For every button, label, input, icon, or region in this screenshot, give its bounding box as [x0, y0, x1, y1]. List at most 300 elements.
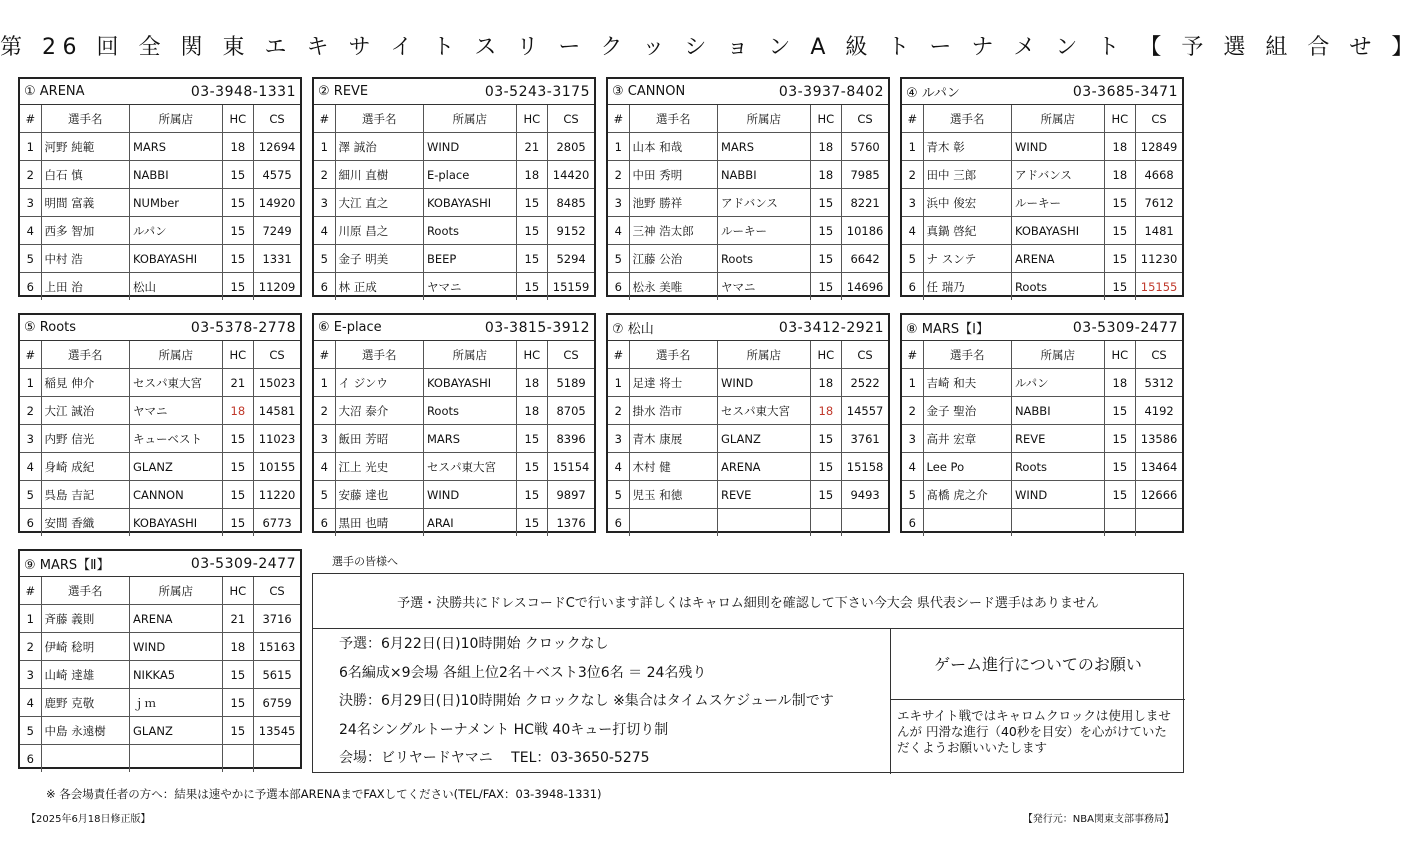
table-header-row — [314, 105, 594, 133]
player-name: 中田 秀明 — [629, 161, 717, 189]
player-number: 6 — [902, 273, 923, 301]
player-hc: 18 — [810, 161, 842, 189]
player-hc: 15 — [810, 425, 842, 453]
table-row — [20, 633, 300, 661]
venue-table — [312, 313, 596, 533]
player-shop: Roots — [1011, 453, 1104, 481]
player-name: 足達 将士 — [629, 369, 717, 397]
table-row — [20, 425, 300, 453]
table-row — [314, 369, 594, 397]
player-name: 細川 直樹 — [335, 161, 423, 189]
table-row — [20, 245, 300, 273]
player-cs: 8396 — [548, 425, 594, 453]
player-hc: 21 — [222, 605, 254, 633]
player-name: イ ジンウ — [335, 369, 423, 397]
player-hc: 15 — [1104, 189, 1136, 217]
player-cs: 3761 — [842, 425, 888, 453]
table-row — [20, 133, 300, 161]
column-header: CS — [254, 105, 300, 133]
player-number: 3 — [314, 425, 335, 453]
player-table — [608, 105, 888, 300]
player-cs: 10155 — [254, 453, 300, 481]
request-body: エキサイト戦ではキャロムクロックは使用しませんが 円滑な進行（40秒を目安）を心がけていただくようお願いいたします — [897, 708, 1171, 755]
player-name: 金子 明美 — [335, 245, 423, 273]
table-row — [608, 369, 888, 397]
player-shop: Roots — [1011, 273, 1104, 301]
notes-box — [312, 573, 1184, 773]
player-number: 1 — [608, 369, 629, 397]
player-hc: 15 — [222, 661, 254, 689]
player-hc: 15 — [222, 509, 254, 537]
player-name: 斉藤 義則 — [41, 605, 129, 633]
player-table — [902, 105, 1182, 300]
player-hc: 15 — [516, 425, 548, 453]
player-cs — [842, 509, 888, 537]
venue-table — [606, 77, 890, 297]
table-row — [314, 425, 594, 453]
column-header: 所属店 — [1011, 105, 1104, 133]
column-header: HC — [222, 105, 254, 133]
table-row — [314, 397, 594, 425]
table-row — [314, 509, 594, 537]
player-cs: 5294 — [548, 245, 594, 273]
player-hc: 18 — [1104, 133, 1136, 161]
player-shop: GLANZ — [717, 425, 810, 453]
table-row — [20, 717, 300, 745]
player-cs: 10186 — [842, 217, 888, 245]
player-shop: KOBAYASHI — [129, 509, 222, 537]
player-table — [608, 341, 888, 536]
player-hc: 15 — [516, 481, 548, 509]
column-header: HC — [1104, 341, 1136, 369]
column-header: 選手名 — [41, 341, 129, 369]
player-shop: KOBAYASHI — [423, 189, 516, 217]
player-name: 青木 彰 — [923, 133, 1011, 161]
schedule-line: 6名編成×9会場 各組上位2名＋ベスト3位6名 ＝ 24名残り — [339, 664, 707, 681]
table-row — [902, 425, 1182, 453]
player-name: 安間 香織 — [41, 509, 129, 537]
player-number: 6 — [902, 509, 923, 537]
player-name: 山崎 達雄 — [41, 661, 129, 689]
table-row — [314, 133, 594, 161]
player-hc — [810, 509, 842, 537]
player-hc: 15 — [222, 161, 254, 189]
venue-table — [606, 313, 890, 533]
player-shop: E-place — [423, 161, 516, 189]
table-header-row — [608, 341, 888, 369]
player-hc: 18 — [222, 133, 254, 161]
table-row — [902, 509, 1182, 537]
player-name: 大沼 泰介 — [335, 397, 423, 425]
revision-date: 【2025年6月18日修正版】 — [26, 814, 151, 825]
player-hc: 15 — [810, 217, 842, 245]
column-header: CS — [1136, 105, 1182, 133]
venue-table — [18, 549, 302, 769]
player-number: 1 — [20, 369, 41, 397]
player-cs: 14696 — [842, 273, 888, 301]
table-row — [902, 133, 1182, 161]
player-name: 真鍋 啓紀 — [923, 217, 1011, 245]
venue-header — [314, 315, 594, 341]
player-shop: ルーキー — [717, 217, 810, 245]
column-header: HC — [516, 105, 548, 133]
player-number: 6 — [20, 745, 41, 773]
player-cs: 6759 — [254, 689, 300, 717]
player-cs: 2805 — [548, 133, 594, 161]
table-row — [608, 133, 888, 161]
column-header: # — [902, 341, 923, 369]
player-hc: 15 — [222, 453, 254, 481]
player-number: 6 — [20, 509, 41, 537]
venue-name: ⑧ MARS【Ⅰ】 — [906, 322, 990, 337]
player-name: 江上 光史 — [335, 453, 423, 481]
player-number: 5 — [20, 245, 41, 273]
player-cs: 8705 — [548, 397, 594, 425]
player-number: 2 — [314, 161, 335, 189]
player-hc: 15 — [1104, 217, 1136, 245]
player-shop: キューベスト — [129, 425, 222, 453]
player-cs: 7249 — [254, 217, 300, 245]
column-header: CS — [254, 341, 300, 369]
dress-code-notice: 予選・決勝共にドレスコードCで行います詳しくはキャロム細則を確認して下さい今大会 県代表シード選手はありません — [313, 574, 1183, 629]
player-shop: Roots — [423, 217, 516, 245]
table-row — [608, 217, 888, 245]
venue-name: ⑨ MARS【Ⅱ】 — [24, 558, 110, 573]
player-shop: ヤマニ — [129, 397, 222, 425]
player-table — [314, 341, 594, 536]
player-hc: 18 — [810, 369, 842, 397]
venue-name: ④ ルパン — [906, 86, 960, 101]
player-cs: 7985 — [842, 161, 888, 189]
table-row — [314, 245, 594, 273]
player-cs: 9897 — [548, 481, 594, 509]
schedule-line: 決勝：6月29日(日)10時開始 クロックなし ※集合はタイムスケジュール制です — [339, 693, 834, 709]
player-name: Lee Po — [923, 453, 1011, 481]
player-hc: 15 — [810, 453, 842, 481]
column-header: HC — [810, 105, 842, 133]
player-name: 鹿野 克敬 — [41, 689, 129, 717]
player-number: 1 — [20, 605, 41, 633]
player-shop: ヤマニ — [423, 273, 516, 301]
table-row — [608, 245, 888, 273]
column-header: CS — [548, 105, 594, 133]
player-cs: 5189 — [548, 369, 594, 397]
player-name: 掛水 浩市 — [629, 397, 717, 425]
player-name: 大江 直之 — [335, 189, 423, 217]
player-cs: 15163 — [254, 633, 300, 661]
table-header-row — [20, 341, 300, 369]
player-cs: 13464 — [1136, 453, 1182, 481]
player-number: 6 — [608, 509, 629, 537]
player-cs: 13545 — [254, 717, 300, 745]
column-header: # — [314, 341, 335, 369]
player-hc: 15 — [222, 481, 254, 509]
player-hc: 18 — [516, 161, 548, 189]
table-row — [20, 745, 300, 773]
column-header: HC — [810, 341, 842, 369]
player-name: 上田 治 — [41, 273, 129, 301]
player-hc: 15 — [516, 245, 548, 273]
table-row — [902, 453, 1182, 481]
schedule-line: 予選：6月22日(日)10時開始 クロックなし — [339, 636, 609, 652]
column-header: 所属店 — [423, 341, 516, 369]
venue-header — [20, 79, 300, 105]
column-header: CS — [254, 577, 300, 605]
player-number: 4 — [608, 453, 629, 481]
player-shop: KOBAYASHI — [129, 245, 222, 273]
player-shop: MARS — [717, 133, 810, 161]
player-hc: 15 — [1104, 397, 1136, 425]
player-shop: ルーキー — [1011, 189, 1104, 217]
player-shop — [1011, 509, 1104, 537]
table-header-row — [20, 577, 300, 605]
player-shop: ARENA — [129, 605, 222, 633]
player-table — [902, 341, 1182, 536]
venue-phone: 03-3948-1331 — [190, 83, 296, 100]
player-number: 3 — [608, 189, 629, 217]
player-hc: 18 — [810, 133, 842, 161]
venue-phone: 03-5243-3175 — [484, 83, 590, 100]
player-number: 4 — [314, 217, 335, 245]
player-cs: 12849 — [1136, 133, 1182, 161]
page-title: 第 26 回 全 関 東 エ キ サ イ ト ス リ ー ク ッ シ ョ ン A 級 ト ー ナ メ ン ト 【 予 選 組 合 せ 】 — [0, 35, 1420, 60]
table-row — [314, 453, 594, 481]
player-number: 1 — [20, 133, 41, 161]
player-shop: セスパ東大宮 — [423, 453, 516, 481]
table-row — [902, 481, 1182, 509]
player-name — [923, 509, 1011, 537]
venue-phone: 03-3685-3471 — [1072, 83, 1178, 100]
player-cs: 4192 — [1136, 397, 1182, 425]
venue-header — [20, 551, 300, 577]
player-name: 吉崎 和夫 — [923, 369, 1011, 397]
notes-label: 選手の皆様へ — [332, 555, 398, 568]
player-shop: CANNON — [129, 481, 222, 509]
player-name: 伊崎 稔明 — [41, 633, 129, 661]
player-number: 3 — [20, 661, 41, 689]
player-name: ナ スンテ — [923, 245, 1011, 273]
player-shop: Roots — [717, 245, 810, 273]
player-cs: 13586 — [1136, 425, 1182, 453]
player-shop: ARENA — [717, 453, 810, 481]
table-row — [608, 397, 888, 425]
table-row — [20, 509, 300, 537]
player-cs: 6773 — [254, 509, 300, 537]
player-number: 2 — [314, 397, 335, 425]
player-number: 4 — [314, 453, 335, 481]
player-number: 5 — [20, 717, 41, 745]
player-name: 江藤 公治 — [629, 245, 717, 273]
table-header-row — [902, 341, 1182, 369]
player-number: 3 — [314, 189, 335, 217]
player-cs: 15159 — [548, 273, 594, 301]
player-shop: WIND — [1011, 133, 1104, 161]
player-shop: REVE — [1011, 425, 1104, 453]
column-header: 選手名 — [923, 105, 1011, 133]
player-number: 1 — [314, 133, 335, 161]
player-shop: アドバンス — [717, 189, 810, 217]
player-hc: 18 — [1104, 369, 1136, 397]
table-row — [20, 217, 300, 245]
player-shop: WIND — [423, 481, 516, 509]
column-header: 所属店 — [717, 105, 810, 133]
player-cs: 2522 — [842, 369, 888, 397]
player-shop: NIKKA5 — [129, 661, 222, 689]
player-hc — [1104, 509, 1136, 537]
table-row — [608, 273, 888, 301]
player-number: 1 — [902, 369, 923, 397]
player-number: 5 — [314, 245, 335, 273]
venue-name: ① ARENA — [24, 84, 85, 99]
player-number: 4 — [902, 453, 923, 481]
table-row — [902, 273, 1182, 301]
table-row — [608, 453, 888, 481]
player-shop: ｊｍ — [129, 689, 222, 717]
venue-phone: 03-5309-2477 — [190, 555, 296, 572]
column-header: # — [20, 105, 41, 133]
player-name: 池野 勝祥 — [629, 189, 717, 217]
schedule-list — [313, 628, 891, 774]
table-row — [20, 189, 300, 217]
table-row — [902, 161, 1182, 189]
column-header: 選手名 — [923, 341, 1011, 369]
player-cs: 5760 — [842, 133, 888, 161]
player-hc: 15 — [222, 245, 254, 273]
player-name: 山本 和哉 — [629, 133, 717, 161]
venue-phone: 03-3815-3912 — [484, 319, 590, 336]
player-number: 3 — [902, 425, 923, 453]
column-header: CS — [548, 341, 594, 369]
player-hc: 15 — [1104, 245, 1136, 273]
venue-table — [900, 77, 1184, 297]
player-name: 黒田 也晴 — [335, 509, 423, 537]
player-name: 金子 聖治 — [923, 397, 1011, 425]
schedule-line: 会場：ビリヤードヤマニ TEL：03-3650-5275 — [339, 750, 650, 766]
player-cs: 6642 — [842, 245, 888, 273]
player-shop: ルパン — [129, 217, 222, 245]
column-header: 選手名 — [629, 341, 717, 369]
table-row — [314, 481, 594, 509]
player-table — [20, 341, 300, 536]
venue-name: ⑦ 松山 — [612, 322, 654, 337]
player-shop: ARENA — [1011, 245, 1104, 273]
player-name: 三神 浩太郎 — [629, 217, 717, 245]
player-shop: ARAI — [423, 509, 516, 537]
player-hc: 15 — [810, 189, 842, 217]
venue-table — [900, 313, 1184, 533]
player-hc: 15 — [1104, 481, 1136, 509]
venue-phone: 03-3937-8402 — [778, 83, 884, 100]
player-cs: 12694 — [254, 133, 300, 161]
venue-header — [902, 79, 1182, 105]
publisher: 【発行元：NBA関東支部事務局】 — [1022, 814, 1174, 825]
player-number: 1 — [608, 133, 629, 161]
column-header: HC — [222, 341, 254, 369]
player-shop: ヤマニ — [717, 273, 810, 301]
player-hc: 15 — [1104, 453, 1136, 481]
player-number: 4 — [20, 217, 41, 245]
table-row — [902, 245, 1182, 273]
player-shop: NABBI — [717, 161, 810, 189]
player-number: 3 — [20, 189, 41, 217]
player-shop: NABBI — [129, 161, 222, 189]
player-shop: GLANZ — [129, 453, 222, 481]
venue-name: ③ CANNON — [612, 84, 686, 99]
player-hc: 15 — [222, 189, 254, 217]
player-hc: 18 — [222, 633, 254, 661]
player-number: 3 — [902, 189, 923, 217]
player-number: 3 — [608, 425, 629, 453]
column-header: # — [314, 105, 335, 133]
column-header: CS — [1136, 341, 1182, 369]
column-header: 所属店 — [423, 105, 516, 133]
player-number: 4 — [608, 217, 629, 245]
player-name: 明間 富義 — [41, 189, 129, 217]
player-number: 5 — [608, 245, 629, 273]
column-header: # — [902, 105, 923, 133]
player-cs: 11023 — [254, 425, 300, 453]
player-table — [20, 577, 300, 772]
player-cs: 1331 — [254, 245, 300, 273]
player-cs: 11220 — [254, 481, 300, 509]
player-cs: 4668 — [1136, 161, 1182, 189]
table-header-row — [314, 341, 594, 369]
table-row — [20, 689, 300, 717]
venue-header — [608, 79, 888, 105]
table-row — [20, 661, 300, 689]
player-cs: 5615 — [254, 661, 300, 689]
player-cs: 9152 — [548, 217, 594, 245]
player-hc: 15 — [810, 273, 842, 301]
player-hc — [222, 745, 254, 773]
player-name: 身崎 成紀 — [41, 453, 129, 481]
player-hc: 15 — [516, 453, 548, 481]
column-header: # — [608, 105, 629, 133]
table-row — [314, 273, 594, 301]
player-shop: REVE — [717, 481, 810, 509]
venue-name: ⑥ E-place — [318, 320, 382, 335]
player-name: 浜中 俊宏 — [923, 189, 1011, 217]
player-cs: 1481 — [1136, 217, 1182, 245]
player-shop: WIND — [423, 133, 516, 161]
player-hc: 15 — [810, 481, 842, 509]
footnote: ※ 各会場責任者の方へ：結果は速やかに予選本部ARENAまでFAXしてください(TEL/FAX：03-3948-1331) — [46, 787, 602, 801]
column-header: CS — [842, 341, 888, 369]
player-shop: WIND — [1011, 481, 1104, 509]
player-name: 呉島 吉記 — [41, 481, 129, 509]
player-cs: 14420 — [548, 161, 594, 189]
player-cs: 3716 — [254, 605, 300, 633]
player-table — [20, 105, 300, 300]
player-number: 5 — [608, 481, 629, 509]
player-number: 2 — [902, 397, 923, 425]
player-number: 1 — [902, 133, 923, 161]
player-name: 澤 誠治 — [335, 133, 423, 161]
player-number: 2 — [20, 397, 41, 425]
table-row — [902, 217, 1182, 245]
player-cs: 14581 — [254, 397, 300, 425]
player-hc: 15 — [222, 717, 254, 745]
player-name: 内野 信光 — [41, 425, 129, 453]
table-row — [20, 369, 300, 397]
request-title: ゲーム進行についてのお願い — [891, 628, 1185, 700]
player-number: 5 — [314, 481, 335, 509]
player-number: 5 — [20, 481, 41, 509]
player-name: 青木 康展 — [629, 425, 717, 453]
player-shop: ルパン — [1011, 369, 1104, 397]
venue-phone: 03-5309-2477 — [1072, 319, 1178, 336]
venue-table — [18, 77, 302, 297]
